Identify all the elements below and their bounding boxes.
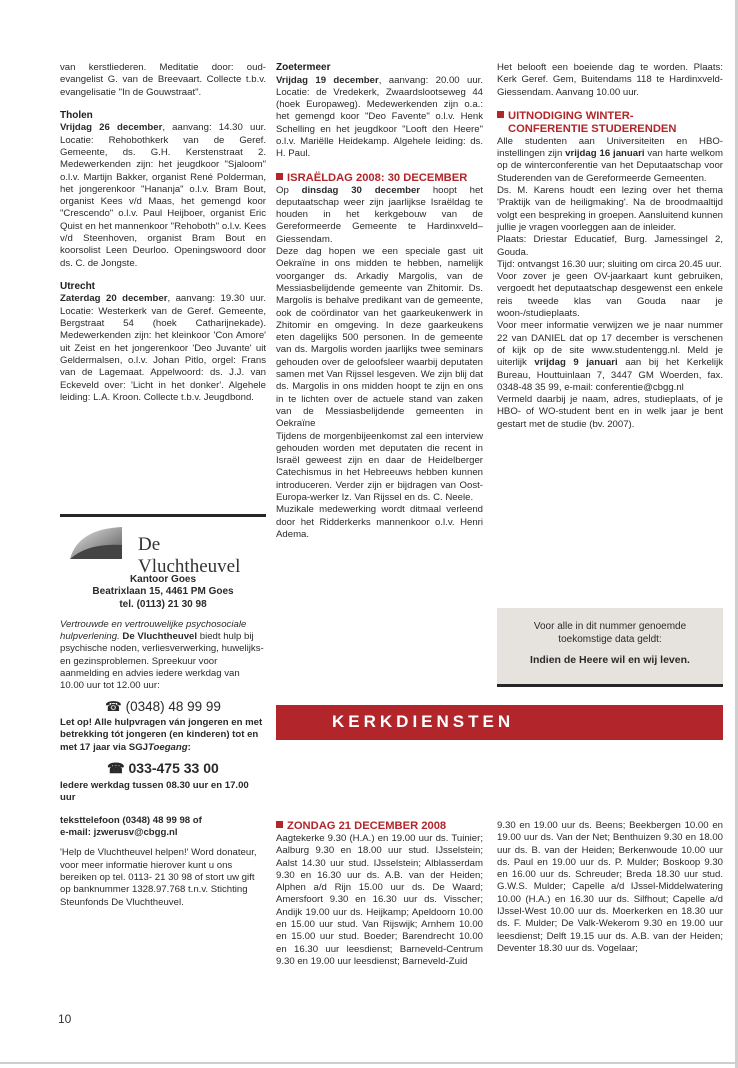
- vluchtheuvel-info: [60, 574, 266, 909]
- phone-number-main: ☎ (0348) 48 99 99: [105, 698, 221, 714]
- notice-bold: Indien de Heere wil en wij leven.: [530, 654, 690, 666]
- utrecht-paragraph: Zaterdag 20 december, aanvang: 19.30 uur. Locatie: Westerkerk van de Geref. Gemeente, Bergstraat 54 (hoek Catharijnekade). Medewerkenden zijn: het kleinkoor 'Con Amore' uit Zeist en het jongerenkoor 'Deo Juvante' uit Geldermalsen, o.l.v. Johan Pitlo, orgel: Frans van de Lagemaat. Appelwoord: ds. J.J. van Eckeveld over: 'Licht in het donker'. Algehele leiding: L.A. Kroon. Collecte t.b.v. Jeugdbond.: [60, 293, 266, 403]
- column-left: [60, 62, 266, 404]
- zondag-title: ZONDAG 21 DECEMBER 2008: [276, 820, 483, 833]
- israeldag-p3: Tijdens de morgenbijeenkomst zal een interview gehouden worden met deputaten die recent in Israël geweest zijn en daar de Heidelberger Catechismus in het Hebreeuws hebben kunnen introduceren. Verder zijn er bijdragen van Oost-Europa-werker Iz. Van Rijssel en ds. C. Neele.: [276, 430, 483, 503]
- conferentie-p6: Voor meer informatie verwijzen we je naar nummer 22 van DANIEL dat op 17 december is verschenen of kijk op de site www.studentengg.nl. Meld je uiterlijk vrijdag 9 januari aan bij het Kerkelijk Bureau, Houttuinlaan 7, 3447 GM Woerden, fax. 0348-48 35 99, e-mail: conferentie@cbgg.nl: [497, 320, 723, 393]
- crop-mark-bottom: [0, 1062, 738, 1064]
- heading-tholen: Tholen: [60, 109, 93, 121]
- office-hours: Iedere werkdag tussen 08.30 uur en 17.00 uur: [60, 780, 249, 804]
- heading-utrecht: Utrecht: [60, 280, 96, 292]
- office-name: Kantoor Goes: [129, 574, 197, 585]
- youth-notice: Let op! Alle hulpvragen ván jongeren en met betrekking tót jongeren (en kinderen) tot en met 17 jaar via SGJToegang:: [60, 716, 263, 753]
- tholen-date: Vrijdag 26 december: [60, 122, 163, 134]
- donate-paragraph: 'Help de Vluchtheuvel helpen!' Word donateur, voor meer informatie hierover kunt u ons bereiken op tel. 0113- 21 30 98 of stort uw gift op banknummer 1328.97.768 t.n.v. Stichting Steunfonds De Vluchtheuvel.: [60, 847, 257, 908]
- phone-number-youth: ☎ 033-475 33 00: [107, 759, 219, 776]
- notice-text: Voor alle in dit nummer genoemde toekomstige data geldt:: [533, 621, 687, 645]
- intro-paragraph: van kerstliederen. Meditatie door: oud-evangelist G. van de Breevaart. Collecte t.b.v. evangelisatie "In de Gouwstraat".: [60, 62, 266, 98]
- kerkdiensten-list-b: 9.30 en 19.00 uur ds. Beens; Beekbergen 10.00 en 19.00 uur ds. Van der Net; Benthuizen 9.30 en 18.00 uur ds. B. van der Heiden; Berkenwoude 10.00 uur ds. Paul en 19.00 uur ds. P. Mulder; Boskoop 9.30 en 16.00 uur ds. Schreuder; Breda 18.30 uur stud. G.W.S. Mulder; Capelle a/d IJssel-Middelwatering 10.00 (H.A.) en 16.30 uur ds. Silfhout; Capelle a/d IJssel-West 10.00 uur ds. Moerkerken en 18.30 uur ds. F. Mulder; De Valk-Wekerom 9.30 en 19.00 uur leesdienst; Delft 19.15 uur ds. A.B. van der Heiden; Deventer 18.30 uur ds. Vogelaar;: [497, 820, 723, 954]
- conferentie-p5: Voor zover je geen OV-jaarkaart kunt gebruiken, vergoedt het deputaatschap desgewenst een enkele reis tweede klas van Gouda naar je woon-/studieplaats.: [497, 271, 723, 320]
- conferentie-p3: Plaats: Driestar Educatief, Burg. Jamessingel 2, Gouda.: [497, 234, 723, 258]
- column-middle: [276, 62, 483, 541]
- vluchtheuvel-logo: [60, 514, 266, 577]
- text-telephone: teksttelefoon (0348) 48 99 98 of: [60, 814, 202, 826]
- israeldag-p2: Deze dag hopen we een speciale gast uit Oekraïne in ons midden te hebben, namelijk voorganger ds. Arkadiy Margolis, van de Messiasbelijdende gemeente van Zhitomir. Ds. Margolis is behalve predikant van de gemeente, ook de coördinator van het gaarkeukenwerk in Zhitomir en omgeving. In deze gaarkeukens eten dagelijks 500 personen. In de gemeente van ds. Margolis worden jaarlijks twee seminars gehouden over de geloofsleer waarbij deputaten samen met Van Rijssel lesgeven. We zijn blij dat ds. Margolis in ons midden hoopt te zijn en ons in te lichten over de actuele stand van zaken van de Messiasbelijdende gemeenten in Oekraïne: [276, 246, 483, 430]
- israeldag-p1: Op dinsdag 30 december hoopt het deputaatschap weer zijn jaarlijkse Israëldag te houden in het kerkgebouw van de Gereformeerde Gemeente te Hardinxveld–Giessendam.: [276, 184, 484, 245]
- zoetermeer-paragraph: Vrijdag 19 december, aanvang: 20.00 uur. Locatie: de Vredekerk, Zwaardslootseweg 44 (hoek Europaweg). Medewerkenden zijn o.a.: het gemengd koor "Deo Favente" o.l.v. Henk Schelling en het jeugdkoor "Looft den Heere" o.l.v. Mariëlle Heidekamp. Algehele leiding: ds. H. Paul.: [276, 74, 483, 160]
- tholen-paragraph: Vrijdag 26 december, aanvang: 14.30 uur. Locatie: Rehobothkerk van de Geref. Gemeente, ds. G.H. Kerstenstraat 2. Medewerkenden zijn: het jeugdkoor "Sjaloom" o.l.v. Martijn Bakker, organist René Polderman, het jongerenkoor "Hananja" o.l.v. Bram Bout, organist Kees v/d Maas, het gemengd koor "Crescendo" o.l.v. Paul Heijboer, organist Eric Quist en het mannenkoor "Rehoboth" o.l.v. Kees v/d Steenhoven, organist Bram Bout en koorsolist Leen Deurloo. Openingswoord door ds. C. de Jongste.: [60, 122, 266, 269]
- kerkdiensten-col-a: [276, 820, 483, 968]
- page-number: 10: [58, 1012, 72, 1026]
- vluchtheuvel-description: Vertrouwde en vertrouwelijke psychosociale hulpverlening. De Vluchtheuvel biedt hulp bij psychische noden, verliesverwerking, huwelijks- en gezinsproblemen. Spreekuur voor aanmelding en advies iedere werkdag van 10.00 uur tot 12.00 uur:: [60, 618, 264, 692]
- israeldag-p4: Muzikale medewerking wordt ditmaal verleend door het Ridderkerks mannenkoor o.l.v. Henri Adema.: [276, 504, 483, 540]
- bullet-square-icon: [276, 821, 283, 828]
- heading-zoetermeer: Zoetermeer: [276, 62, 331, 73]
- email-address: e-mail: jzwerusv@cbgg.nl: [60, 827, 178, 839]
- column-right: [497, 62, 723, 431]
- israeldag-continued: Het belooft een boeiende dag te worden. Plaats: Kerk Geref. Gem, Buitendams 118 te Hardinxveld-Giessendam. Aanvang 10.00 uur.: [497, 62, 723, 98]
- conferentie-p4: Tijd: ontvangst 16.30 uur; sluiting om circa 20.45 uur.: [497, 258, 722, 270]
- kerkdiensten-list-a: Aagtekerke 9.30 (H.A.) en 19.00 uur ds. Tuinier; Aalburg 9.30 en 18.00 uur stud. IJsselstein; Aalst 14.30 uur stud. IJsselstein; Alblasserdam 9.30 en 16.30 uur ds. A.B. van der Heiden; Alphen a/d Rijn 15.00 uur ds. De Waard; Amersfoort 9.30 en 16.30 uur ds. Visscher; Andijk 19.00 uur ds. Heijkamp; Apeldoorn 10.00 en 15.00 uur stud. Van Rijswijk; Arnhem 10.00 en 15.00 uur stud. Boeder; Barendrecht 10.00 en 16.30 uur leesdienst; Barneveld-Centrum 9.30 en 19.00 uur leesdienst; Barneveld-Zuid: [276, 833, 483, 967]
- kerkdiensten-heading: KERKDIENSTEN: [332, 712, 515, 731]
- bullet-square-icon: [497, 111, 504, 118]
- bullet-square-icon: [276, 173, 283, 180]
- zoetermeer-date: Vrijdag 19 december: [276, 74, 379, 86]
- notice-box: [497, 608, 723, 687]
- vluchtheuvel-emblem-icon: [68, 525, 126, 563]
- utrecht-date: Zaterdag 20 december: [60, 293, 168, 305]
- conferentie-p2: Ds. M. Karens houdt een lezing over het thema 'Praktijk van de heiligmaking'. Na de broodmaaltijd volgt een bespreking in groepen. Aansluitend kunnen jullie je vragen voorleggen aan de inleider.: [497, 185, 723, 233]
- conferentie-p7: Vermeld daarbij je naam, adres, studieplaats, of je HBO- of WO-student bent en in welk jaar je bent gestart met de studie (bv. 2007).: [497, 394, 723, 430]
- office-address: Beatrixlaan 15, 4461 PM Goes: [92, 586, 234, 598]
- winterconferentie-title: UITNODIGING WINTER- CONFERENTIE STUDERENDEN: [497, 110, 723, 136]
- office-phone: tel. (0113) 21 30 98: [119, 598, 207, 610]
- kerkdiensten-col-b: [497, 820, 723, 955]
- israeldag-title: ISRAËLDAG 2008: 30 DECEMBER: [276, 172, 483, 185]
- logo-name: De Vluchtheuvel: [138, 534, 241, 577]
- conferentie-p1: Alle studenten aan Universiteiten en HBO-instellingen zijn vrijdag 16 januari van harte welkom op de winterconferentie van het Deputaatschap voor Studerenden van de Gereformeerde Gemeenten.: [497, 135, 723, 184]
